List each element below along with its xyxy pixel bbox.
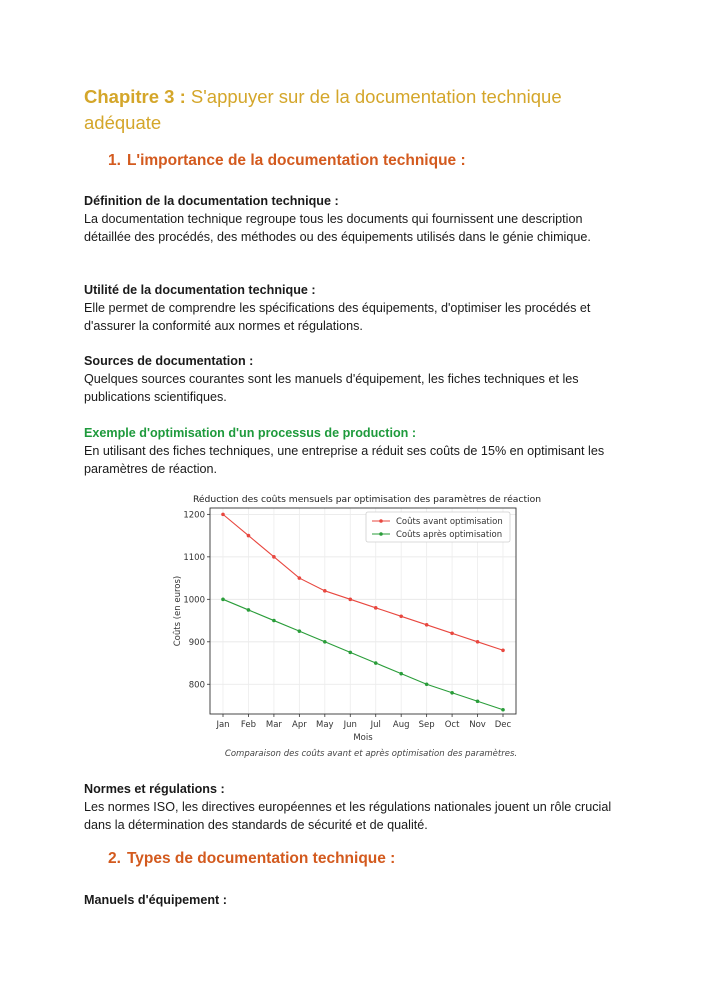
cost-chart-svg	[84, 490, 624, 765]
x-tick-label: Aug	[392, 720, 410, 730]
chapter-prefix: Chapitre 3 :	[84, 86, 186, 107]
section-2-title: Types de documentation technique :	[126, 850, 396, 867]
chart-title: Réduction des coûts mensuels par optimisation des paramètres de réaction	[192, 494, 542, 505]
example-label: Exemple d'optimisation d'un processus de production :	[84, 426, 417, 440]
x-tick-label: Dec	[494, 720, 512, 730]
x-tick-label: Oct	[444, 720, 460, 730]
series-1-point	[272, 555, 276, 559]
series-1-point	[221, 513, 225, 517]
utility-block	[84, 281, 629, 335]
legend-marker-1	[379, 519, 383, 523]
x-tick-label: May	[316, 720, 334, 730]
norms-label: Normes et régulations :	[84, 782, 225, 796]
y-tick-label: 800	[188, 680, 205, 691]
series-1-point	[374, 606, 378, 610]
series-2-point	[425, 682, 429, 686]
y-axis-label: Coûts (en euros)	[173, 575, 183, 647]
y-tick-label: 1100	[183, 552, 205, 563]
series-1-point	[399, 615, 403, 619]
example-text: En utilisant des fiches techniques, une entreprise a réduit ses coûts de 15% en optimisant les paramètres de réaction.	[84, 444, 605, 476]
x-tick-label: Jan	[216, 720, 230, 730]
series-2-point	[476, 699, 480, 703]
example-block	[84, 424, 629, 478]
series-2-point	[272, 619, 276, 623]
x-tick-label: Jul	[370, 720, 381, 730]
series-2-point	[374, 661, 378, 665]
y-tick-label: 1000	[183, 595, 205, 606]
section-2-number: 2.	[108, 850, 121, 867]
definition-block	[84, 192, 629, 246]
legend-label-1: Coûts avant optimisation	[396, 517, 503, 527]
cost-chart	[84, 490, 624, 765]
series-2-point	[348, 651, 352, 655]
series-1-point	[298, 576, 302, 580]
sources-text: Quelques sources courantes sont les manuels d'équipement, les fiches techniques et les publications scientifiques.	[84, 372, 579, 404]
chart-caption: Comparaison des coûts avant et après optimisation des paramètres.	[224, 749, 518, 759]
definition-text: La documentation technique regroupe tous les documents qui fournissent une description détaillée des procédés, des méthodes ou des équipements utilisés dans le génie chimique.	[84, 212, 591, 244]
series-2-point	[399, 672, 403, 676]
chapter-heading	[84, 84, 624, 136]
legend-marker-2	[379, 532, 383, 536]
manuals-label: Manuels d'équipement :	[84, 893, 227, 907]
section-1-number: 1.	[108, 152, 121, 169]
utility-label: Utilité de la documentation technique :	[84, 283, 316, 297]
series-1-point	[247, 534, 251, 538]
sources-block	[84, 352, 629, 406]
series-2-point	[501, 708, 505, 712]
utility-text: Elle permet de comprendre les spécifications des équipements, d'optimiser les procédés et d'assurer la conformité aux normes et régulations.	[84, 301, 591, 333]
section-1-heading	[108, 152, 466, 170]
series-1-point	[425, 623, 429, 627]
section-1-title: L'importance de la documentation technique :	[126, 152, 466, 169]
series-line-2	[223, 599, 503, 709]
y-tick-label: 900	[188, 637, 205, 648]
x-tick-label: Jun	[343, 720, 357, 730]
x-axis-label: Mois	[353, 733, 373, 743]
manuals-block	[84, 891, 629, 909]
series-2-point	[221, 598, 225, 602]
series-2-point	[298, 629, 302, 633]
x-tick-label: Apr	[292, 720, 307, 730]
series-1-point	[476, 640, 480, 644]
y-tick-label: 1200	[183, 510, 205, 521]
norms-block	[84, 780, 629, 834]
x-tick-label: Nov	[469, 720, 486, 730]
x-tick-label: Feb	[240, 720, 256, 730]
definition-label: Définition de la documentation technique :	[84, 194, 339, 208]
series-1-point	[323, 589, 327, 593]
series-1-point	[450, 631, 454, 635]
section-2-heading	[108, 850, 395, 868]
series-2-point	[247, 608, 251, 612]
legend-label-2: Coûts après optimisation	[396, 530, 503, 540]
x-tick-label: Mar	[265, 720, 282, 730]
norms-text: Les normes ISO, les directives européennes et les régulations nationales jouent un rôle crucial dans la détermination des standards de sécurité et de qualité.	[84, 800, 612, 832]
chapter-title: S'appuyer sur de la documentation technique adéquate	[84, 86, 562, 133]
series-1-point	[348, 598, 352, 602]
series-2-point	[450, 691, 454, 695]
x-tick-label: Sep	[418, 720, 435, 730]
series-1-point	[501, 648, 505, 652]
sources-label: Sources de documentation :	[84, 354, 254, 368]
series-2-point	[323, 640, 327, 644]
